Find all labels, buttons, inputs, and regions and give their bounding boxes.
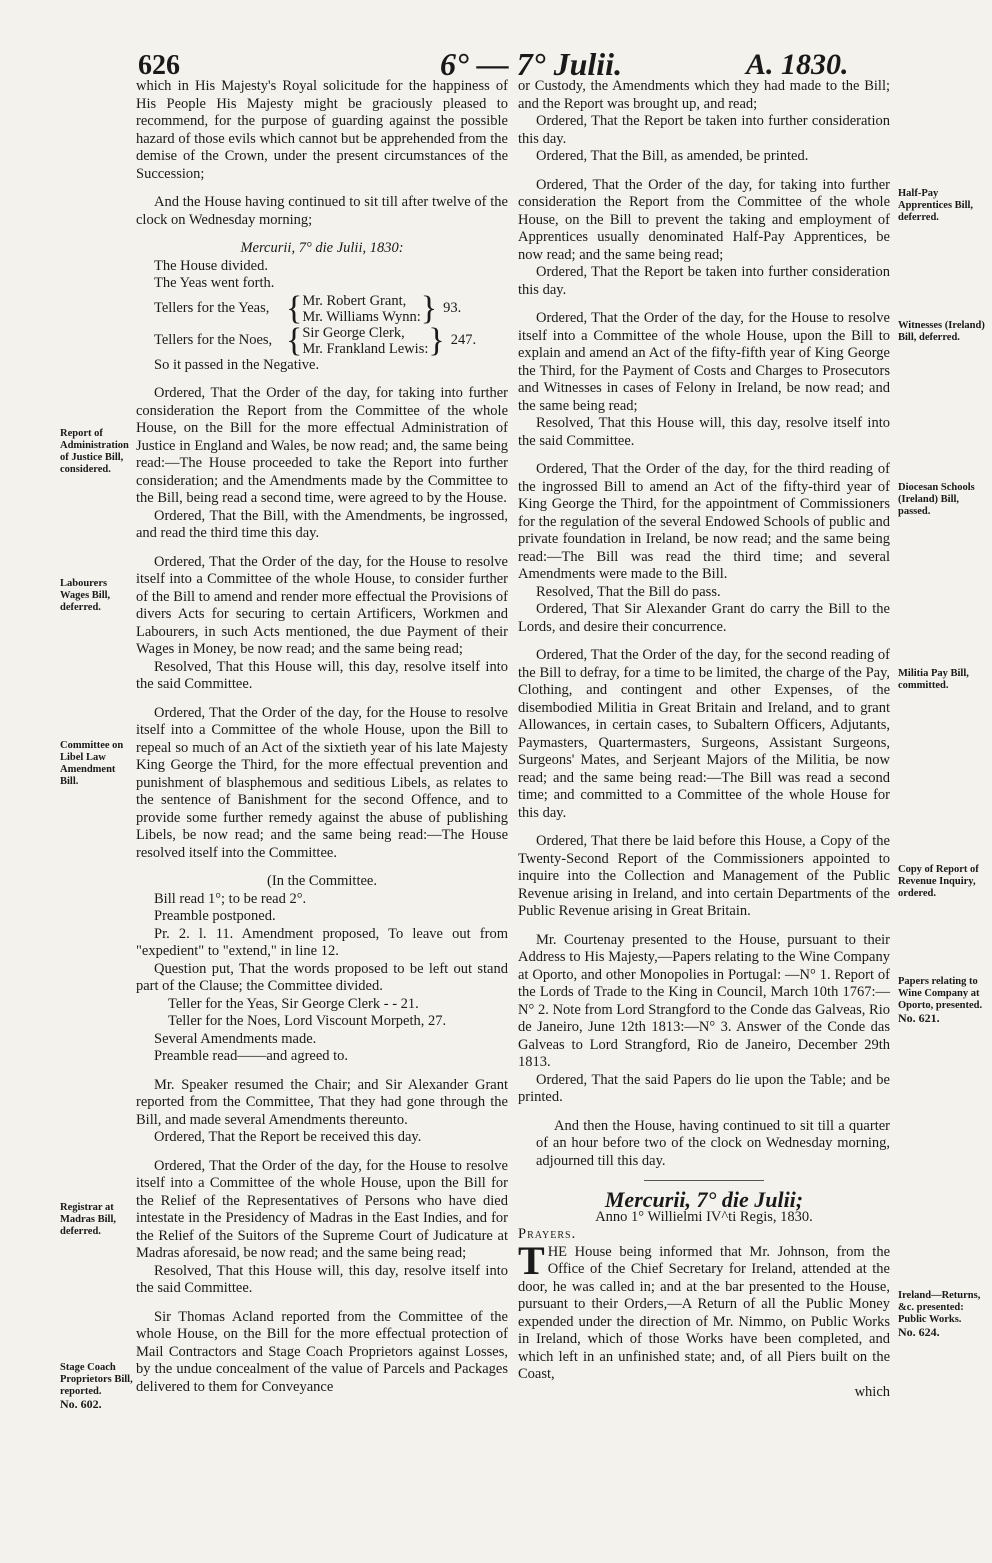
paragraph: Ordered, That the Report be received this day. bbox=[154, 1129, 422, 1145]
paragraph: Ordered, That the Order of the day, for the third reading of the ingrossed Bill to amend an Act of the fifty-third year of King George the Third, for the appointment of Commissioners for the regulation of the several Endowed Schools of public and private foundation in Ireland, be now read; and the same being read:—The Bill was read the third time; and several Amendments were made to the Bill. bbox=[518, 461, 890, 582]
paragraph: And then the House, having continued to sit till a quarter of an hour before two of the clock on Wednesday morning, adjourned till this day. bbox=[536, 1117, 890, 1169]
day-heading: Mercurii, 7° die Julii; bbox=[604, 1187, 804, 1212]
paragraph: THE House being informed that Mr. Johnson, from the Office of the Chief Secretary for Ireland, attended at the door, he was called in; and at the bar presented to the House, pursuant to their Orders,—A Return of all the Public Money expended under the direction of Mr. Nimmo, on Public Works in Ireland, which of those Works have been completed, and which left in an unfinished state; and, of all Piers built on the Coast, bbox=[518, 1237, 890, 1382]
paragraph: Ordered, That the Bill, with the Amendments, be ingrossed, and read the third time this day. bbox=[136, 507, 508, 541]
committee-line: Bill read 1°; to be read 2°. bbox=[154, 890, 307, 907]
paragraph: Mr. Speaker resumed the Chair; and Sir Alexander Grant reported from the Committee, That they had gone through the Bill, and made several Amendments thereunto. bbox=[136, 1076, 508, 1128]
tellers-noes: Tellers for the Noes, { Sir George Clerk, Mr. Frankland Lewis: } 247. bbox=[154, 321, 477, 359]
running-year: A. 1830. bbox=[746, 48, 849, 81]
margin-note: Copy of Report of Revenue Inquiry, ordered. bbox=[898, 864, 979, 899]
paragraph: Ordered, That the Bill, as amended, be printed. bbox=[536, 148, 809, 164]
paragraph: Ordered, That the said Papers do lie upon the Table; and be printed. bbox=[518, 1071, 890, 1105]
paragraph: Resolved, That this House will, this day, resolve itself into the said Committee. bbox=[518, 415, 890, 449]
paragraph: Ordered, That the Order of the day, for the House to resolve itself into a Committee of the whole House, to consider further of the Bill to amend and render more effectual the Provisions of divers Acts for securing to certain Artificers, Workmen and Labourers, in such Acts mentioned, the due Payment of their Wages in Money, be now read; and the same being read; bbox=[136, 553, 508, 657]
margin-note: Papers relating to Wine Company at Oporto, presented. No. 621. bbox=[898, 976, 983, 1025]
committee-line: Teller for the Yeas, Sir George Clerk - - 21. bbox=[168, 995, 419, 1012]
running-date: 6° — 7° Julii. bbox=[440, 46, 623, 82]
left-column bbox=[136, 78, 508, 1396]
paragraph: Ordered, That the Report be taken into further consideration this day. bbox=[518, 113, 890, 147]
paragraph: Sir Thomas Acland reported from the Committee of the whole House, on the Bill for the more effectual protection of Mail Contractors and Stage Coach Proprietors against Losses, by the undue concealment of the value of Parcels and Packages delivered to them for Conveyance bbox=[136, 1308, 508, 1395]
margin-note: Committee on Libel Law Amendment Bill. bbox=[60, 740, 124, 787]
paragraph: Mr. Courtenay presented to the House, pursuant to their Address to His Majesty,—Papers relating to the Wine Company at Oporto, and other Monopolies in Portugal: —N° 1. Report of the Lords of Trade to the King in Council, March 10th 1767:—N° 2. Note from Lord Strangford to the Conde das Galveas, Rio de Janeiro, June 12th 1813:—N° 3. Answer of the Conde das Galveas to Lord Strangford, Rio de Janeiro, December 29th 1813. bbox=[518, 931, 890, 1070]
committee-line: Teller for the Noes, Lord Viscount Morpeth, 27. bbox=[168, 1013, 447, 1029]
paragraph: Ordered, That the Report be taken into further consideration this day. bbox=[518, 264, 890, 298]
section-divider bbox=[644, 1180, 764, 1181]
paragraph: or Custody, the Amendments which they had made to the Bill; and the Report was brought up, and read; bbox=[518, 78, 890, 112]
paragraph: which in His Majesty's Royal solicitude for the happiness of His People His Majesty might be graciously pleased to recommend, for the purpose of guarding against the possible hazard of those evils which cannot but be apprehended from the demise of the Crown, under the present circumstances of the Succession; bbox=[136, 78, 508, 182]
yeas-line: The Yeas went forth. bbox=[154, 275, 275, 291]
committee-line: Several Amendments made. bbox=[154, 1030, 317, 1047]
page-number: 626 bbox=[138, 50, 180, 81]
paragraph: Ordered, That the Order of the day, for the House to resolve itself into a Committee of the whole House, upon the Bill to repeal so much of an Act of the sixtieth year of his late Majesty King George the Third, for the more effectual prevention and punishment of blasphemous and seditious Libels, as relates to the sentence of Banishment for the second Offence, and to provide some further remedy against the abuse of publishing Libels, be now read; and the same being read:—The House resolved itself into the Committee. bbox=[136, 704, 508, 861]
paragraph: Ordered, That there be laid before this House, a Copy of the Twenty-Second Report of the Commissioners appointed to inquire into the Collection and Management of the Public Revenue arising in Ireland, and into certain Departments of the Public Revenue arising in Great Britain. bbox=[518, 833, 890, 919]
paragraph: Ordered, That the Order of the day, for the second reading of the Bill to defray, for a time to be limited, the charge of the Pay, Clothing, and contingent and other Expenses, of the disembodied Militia in Great Britain and Ireland, and to grant Allowances, in certain cases, to Subaltern Officers, Adjutants, Paymasters, Quartermasters, Surgeons, Assistant Surgeons, Surgeons' Mates, and Serjeant Majors of the Militia, be now read; and the same being read:—The Bill was read a second time; and committed to a Committee of the whole House for this day. bbox=[518, 647, 890, 821]
date-line: Mercurii, 7° die Julii, 1830: bbox=[240, 240, 404, 256]
paragraph: Ordered, That the Order of the day, for the House to resolve itself into a Committee of the whole House, upon the Bill for the Relief of the Representatives of Persons who have died intestate in the Presidency of Madras in the East Indies, and for the Relief of the Suitors of the Supreme Court of Judicature at Madras aforesaid, be now read; and the same being read; bbox=[136, 1157, 508, 1261]
margin-note: Half-Pay Apprentices Bill, deferred. bbox=[898, 188, 974, 223]
paragraph: Ordered, That the Order of the day, for the House to resolve itself into a Committee of the whole House, upon the Bill to explain and amend an Act of the fifty-fifth year of King George the Third, for the Payment of Costs and Charges to Prosecutors and Witnesses in cases of Felony in Ireland, be now read; and the same being read; bbox=[518, 310, 890, 414]
tellers-yeas: Tellers for the Yeas, { Mr. Robert Grant, Mr. Williams Wynn: } 93. bbox=[154, 289, 462, 327]
paragraph: Ordered, That the Order of the day, for taking into further consideration the Report from the Committee of the whole House, on the Bill to prevent the taking and employment of Apprentices usually denominated Half-Pay Apprentices, be now read; and the same being read; bbox=[518, 176, 890, 263]
right-column bbox=[518, 78, 890, 1401]
margin-note: Ireland—Returns, &c. presented: Public Works. No. 624. bbox=[898, 1290, 981, 1339]
margin-note: Witnesses (Ireland) Bill, deferred. bbox=[898, 320, 985, 343]
paragraph: Resolved, That this House will, this day, resolve itself into the said Committee. bbox=[136, 1262, 508, 1296]
catchword: which bbox=[854, 1383, 890, 1400]
paragraph: Ordered, That the Order of the day, for taking into further consideration the Report from the Committee of the whole House, on the Bill for the more effectual Administration of Justice in England and Wales, be now read; and, the same being read:—The House proceeded to take the Report into further consideration; and the Amendments made by the Committee to the Bill, being read a second time, were agreed to by the House. bbox=[136, 385, 508, 506]
margin-note: Labourers Wages Bill, deferred. bbox=[60, 578, 111, 613]
margin-note: Registrar at Madras Bill, deferred. bbox=[60, 1202, 117, 1237]
day-subheading: Anno 1° Willielmi IV^ti Regis, 1830. bbox=[595, 1208, 813, 1225]
paragraph: And the House having continued to sit till after twelve of the clock on Wednesday morning; bbox=[136, 194, 508, 228]
paragraph: Ordered, That Sir Alexander Grant do carry the Bill to the Lords, and desire their concurrence. bbox=[518, 601, 890, 635]
paragraph: Resolved, That the Bill do pass. bbox=[536, 583, 721, 600]
drop-cap: T bbox=[518, 1237, 545, 1283]
division-line: The House divided. bbox=[154, 257, 268, 274]
committee-line: Pr. 2. l. 11. Amendment proposed, To leave out from "expedient" to "extend," in line 12. bbox=[136, 925, 508, 959]
committee-heading: (In the Committee. bbox=[267, 873, 377, 889]
prayers-label: Prayers. bbox=[518, 1226, 577, 1242]
committee-line: Preamble postponed. bbox=[154, 908, 276, 924]
committee-line: Question put, That the words proposed to be left out stand part of the Clause; the Committee divided. bbox=[136, 960, 508, 994]
margin-note: Report of Administration of Justice Bill, considered. bbox=[60, 428, 129, 475]
paragraph: Resolved, That this House will, this day, resolve itself into the said Committee. bbox=[136, 658, 508, 692]
result-line: So it passed in the Negative. bbox=[154, 356, 320, 373]
page-header bbox=[0, 0, 992, 90]
margin-note: Militia Pay Bill, committed. bbox=[898, 668, 969, 691]
committee-line: Preamble read——and agreed to. bbox=[154, 1048, 349, 1064]
margin-note: Stage Coach Proprietors Bill, reported. No. 602. bbox=[60, 1362, 133, 1411]
margin-note: Diocesan Schools (Ireland) Bill, passed. bbox=[898, 482, 975, 517]
